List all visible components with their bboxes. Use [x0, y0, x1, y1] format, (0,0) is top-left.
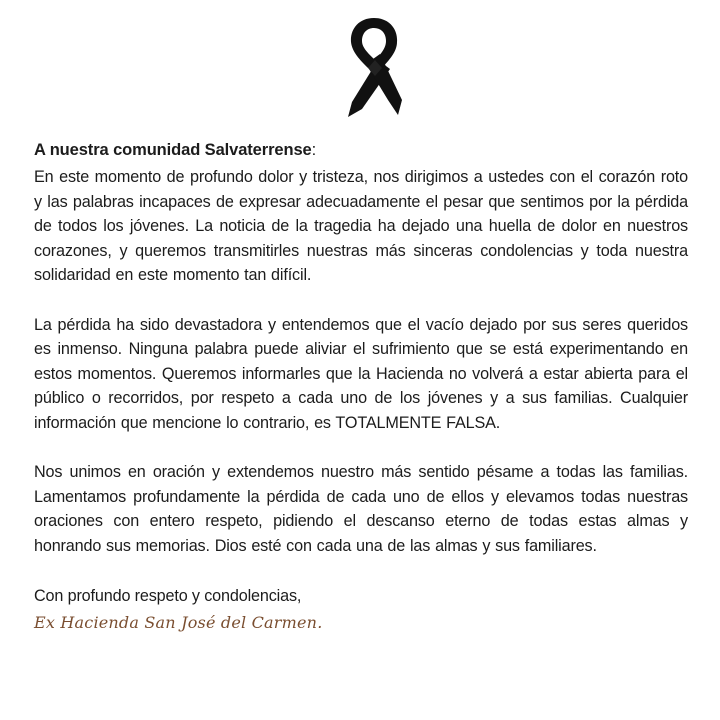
letter-paragraph-3: Nos unimos en oración y extendemos nuestro más sentido pésame a todas las familias. Lamentamos profundamente la pérdida de cada uno de ellos y elevamos todas nuestras oraciones con entero respeto, pidiendo el descanso eterno de todas estas almas y honrando sus memorias. Dios esté con cada una de las almas y sus familiares. — [34, 463, 688, 555]
salutation-text: A nuestra comunidad Salvaterrense — [34, 141, 312, 159]
mourning-ribbon-icon — [338, 14, 410, 122]
letter-paragraph-2: La pérdida ha sido devastadora y entendemos que el vacío dejado por sus seres queridos es inmenso. Ninguna palabra puede aliviar el sufrimiento que se está experimentando en estos momentos. Queremos informarles que la Hacienda no volverá a estar abierta para el público o recorridos, por respeto a cada uno de los jóvenes y a sus familias. Cualquier información que mencione lo contrario, es TOTALMENTE FALSA. — [34, 315, 688, 432]
salutation-colon: : — [311, 141, 317, 159]
letter-salutation — [34, 138, 688, 163]
letter-closing: Con profundo respeto y condolencias, — [34, 587, 302, 606]
condolence-letter — [34, 138, 688, 637]
letter-signature: Ex Hacienda San José del Carmen. — [34, 613, 323, 633]
letter-paragraph-1: En este momento de profundo dolor y tristeza, nos dirigimos a ustedes con el corazón roto y las palabras incapaces de expresar adecuadamente el pesar que sentimos por la pérdida de todos los jóvenes. La noticia de la tragedia ha dejado una huella de dolor en nuestros corazones, y queremos transmitirles nuestras más sinceras condolencias y toda nuestra solidaridad en este momento tan difícil. — [34, 168, 688, 285]
